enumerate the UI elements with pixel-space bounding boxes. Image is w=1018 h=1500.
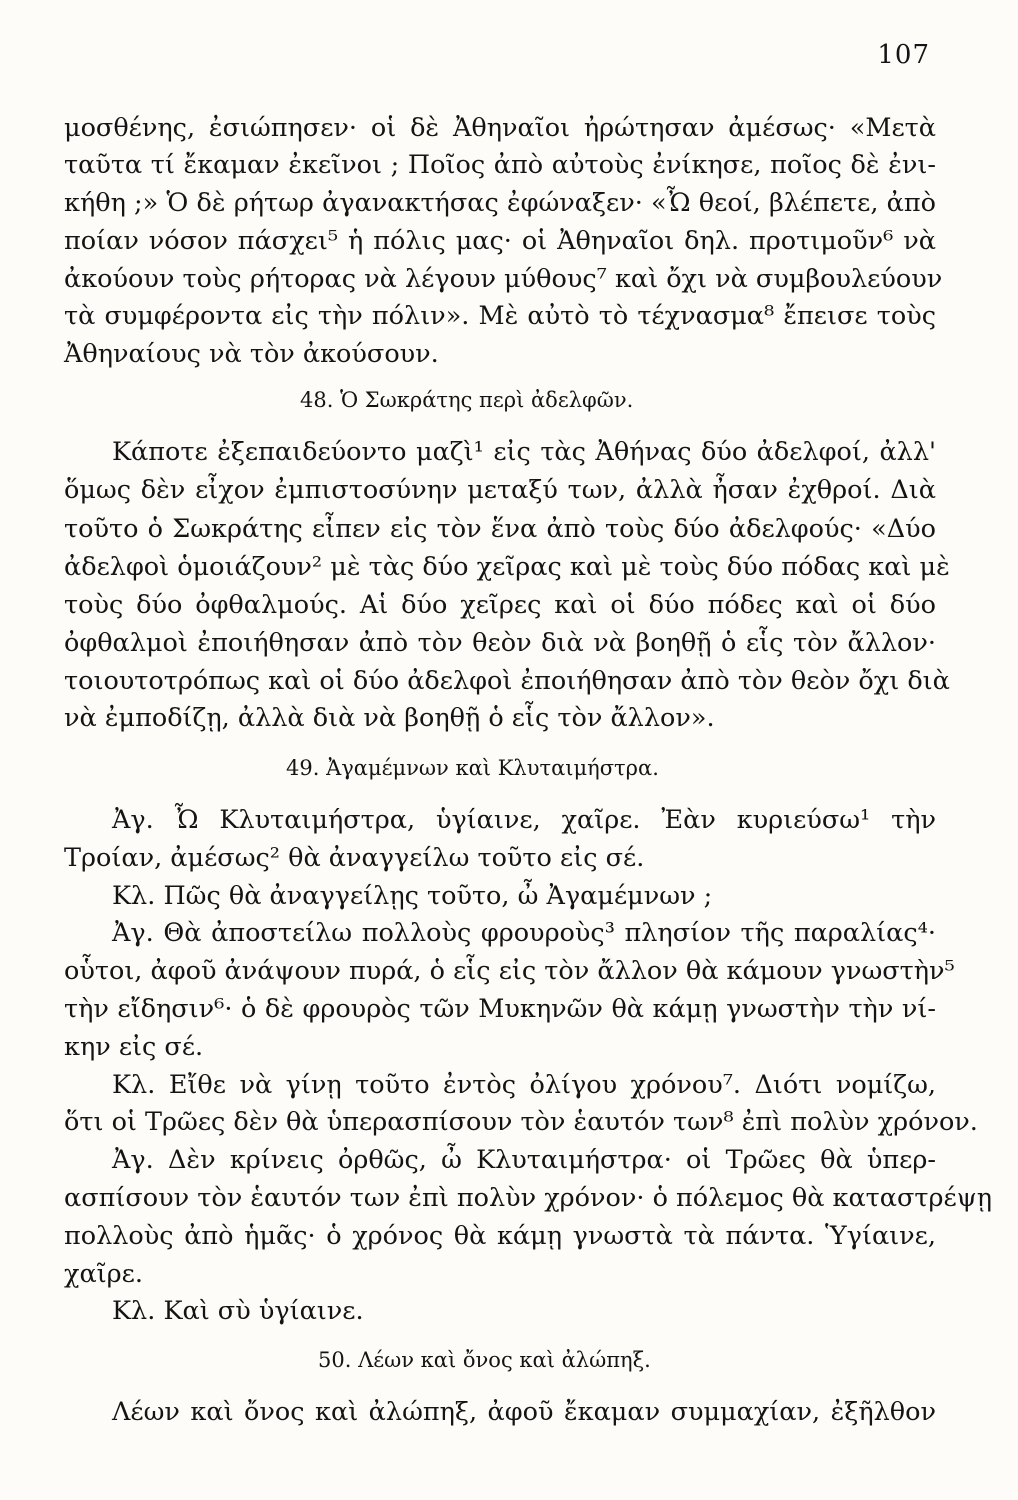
text-line: ὅμως δὲν εἶχον ἐμπιστοσύνην μεταξύ των, ἀλλὰ ἦσαν ἐχθροί. Διὰ	[64, 475, 936, 505]
text-line: τὴν εἴδησιν⁶· ὁ δὲ φρουρὸς τῶν Μυκηνῶν θὰ κάμῃ γνωστὴν τὴν νί-	[64, 994, 936, 1024]
text-line: ἀδελφοὶ ὁμοιάζουν² μὲ τὰς δύο χεῖρας καὶ μὲ τοὺς δύο πόδας καὶ μὲ	[64, 552, 950, 582]
text-line: ὅτι οἱ Τρῶες δὲν θὰ ὑπερασπίσουν τὸν ἑαυτόν των⁸ ἐπὶ πολὺν χρόνον.	[64, 1107, 978, 1137]
text-line: Λέων καὶ ὄνος καὶ ἀλώπηξ, ἀφοῦ ἔκαμαν συμμαχίαν, ἐξῆλθον	[112, 1397, 936, 1427]
dialogue-text: Καὶ σὺ ὑγίαινε.	[163, 1296, 364, 1326]
text-line: κην εἰς σέ.	[64, 1032, 204, 1062]
text-line: κήθη ;» Ὁ δὲ ρήτωρ ἀγανακτήσας ἐφώναξεν· «Ὦ θεοί, βλέπετε, ἀπὸ	[64, 188, 936, 218]
text-line: Τροίαν, ἀμέσως² θὰ ἀναγγείλω τοῦτο εἰς σέ.	[64, 843, 645, 873]
dialogue-line	[112, 1296, 936, 1326]
text-line: οὗτοι, ἀφοῦ ἀνάψουν πυρά, ὁ εἷς εἰς τὸν ἄλλον θὰ κάμουν γνωστὴν⁵	[64, 956, 955, 986]
speaker-label: Κλ.	[112, 881, 156, 911]
text-line: ὀφθαλμοὶ ἐποιήθησαν ἀπὸ τὸν θεὸν διὰ νὰ βοηθῇ ὁ εἷς τὸν ἄλλον·	[64, 628, 936, 658]
speaker-label: Ἀγ.	[112, 805, 154, 835]
text-line: τοιουτοτρόπως καὶ οἱ δύο ἀδελφοὶ ἐποιήθησαν ἀπὸ τὸν θεὸν ὄχι διὰ	[64, 666, 950, 696]
text-line: Ἀθηναίους νὰ τὸν ἀκούσουν.	[64, 339, 439, 369]
text-line: ασπίσουν τὸν ἑαυτόν των ἐπὶ πολὺν χρόνον· ὁ πόλεμος θὰ καταστρέψῃ	[64, 1183, 992, 1213]
dialogue-line	[112, 1070, 936, 1100]
dialogue-text: Ὦ Κλυταιμήστρα, ὑγίαινε, χαῖρε. Ἐὰν κυριεύσω¹ τὴν	[174, 805, 936, 835]
dialogue-line	[112, 881, 936, 911]
dialogue-line	[112, 918, 937, 948]
text-line: ποίαν νόσον πάσχει⁵ ἡ πόλις μας· οἱ Ἀθηναῖοι δηλ. προτιμοῦν⁶ νὰ	[64, 226, 936, 256]
dialogue-line	[112, 1145, 937, 1175]
page-number: 107	[877, 40, 930, 70]
speaker-label: Ἀγ.	[112, 918, 154, 948]
text-line: τὰ συμφέροντα εἰς τὴν πόλιν». Μὲ αὐτὸ τὸ τέχνασμα⁸ ἔπεισε τοὺς	[64, 301, 936, 331]
text-line: ταῦτα τί ἔκαμαν ἐκεῖνοι ; Ποῖος ἀπὸ αὐτοὺς ἐνίκησε, ποῖος δὲ ἐνι-	[64, 150, 936, 180]
speaker-label: Κλ.	[112, 1070, 156, 1100]
text-line: τοῦτο ὁ Σωκράτης εἶπεν εἰς τὸν ἕνα ἀπὸ τοὺς δύο ἀδελφούς· «Δύο	[64, 514, 936, 544]
text-line: νὰ ἐμποδίζῃ, ἀλλὰ διὰ νὰ βοηθῇ ὁ εἷς τὸν ἄλλον».	[64, 703, 715, 733]
text-line: Κάποτε ἐξεπαιδεύοντο μαζὶ¹ εἰς τὰς Ἀθήνας δύο ἀδελφοί, ἀλλ'	[112, 437, 936, 467]
dialogue-text: Δὲν κρίνεις ὀρθῶς, ὦ Κλυταιμήστρα· οἱ Τρῶες θὰ ὑπερ-	[168, 1145, 937, 1175]
speaker-label: Ἀγ.	[112, 1145, 154, 1175]
text-line: χαῖρε.	[64, 1259, 143, 1289]
dialogue-line	[112, 805, 936, 835]
text-line: μοσθένης, ἐσιώπησεν· οἱ δὲ Ἀθηναῖοι ἠρώτησαν ἀμέσως· «Μετὰ	[64, 113, 936, 143]
text-line: τοὺς δύο ὀφθαλμούς. Αἱ δύο χεῖρες καὶ οἱ δύο πόδες καὶ οἱ δύο	[64, 590, 936, 620]
section-heading: 50. Λέων καὶ ὄνος καὶ ἀλώπηξ.	[318, 1348, 651, 1372]
dialogue-text: Πῶς θὰ ἀναγγείλῃς τοῦτο, ὦ Ἀγαμέμνων ;	[163, 881, 713, 911]
dialogue-text: Εἴθε νὰ γίνῃ τοῦτο ἐντὸς ὀλίγου χρόνου⁷. Διότι νομίζω,	[168, 1070, 936, 1100]
section-heading: 48. Ὁ Σωκράτης περὶ ἀδελφῶν.	[300, 388, 634, 412]
text-line: πολλοὺς ἀπὸ ἡμᾶς· ὁ χρόνος θὰ κάμῃ γνωστὰ τὰ πάντα. Ὑγίαινε,	[64, 1221, 936, 1251]
dialogue-text: Θὰ ἀποστείλω πολλοὺς φρουροὺς³ πλησίον τῆς παραλίας⁴·	[163, 918, 937, 948]
speaker-label: Κλ.	[112, 1296, 156, 1326]
text-line: ἀκούουν τοὺς ρήτορας νὰ λέγουν μύθους⁷ καὶ ὄχι νὰ συμβουλεύουν	[64, 264, 943, 294]
section-heading: 49. Ἀγαμέμνων καὶ Κλυταιμήστρα.	[286, 756, 659, 780]
